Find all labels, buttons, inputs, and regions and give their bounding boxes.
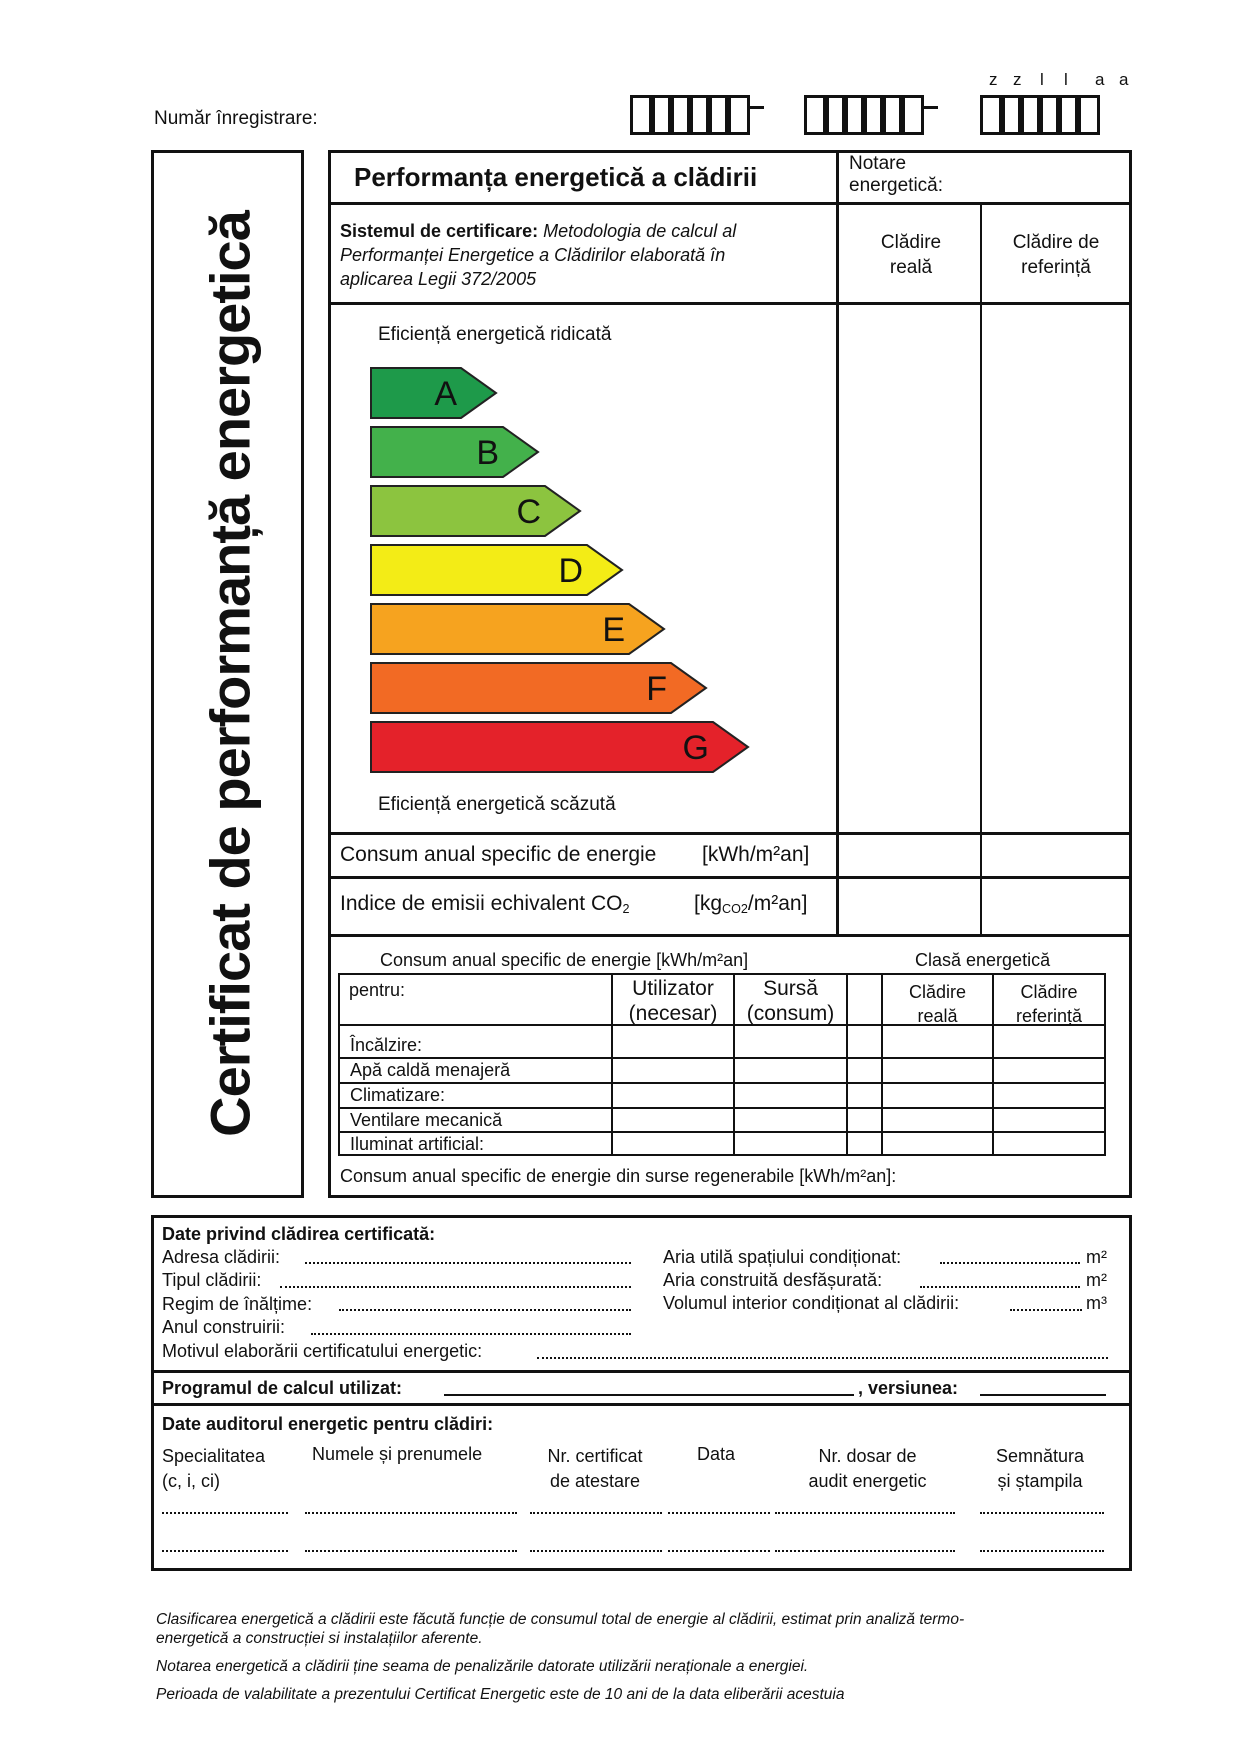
aria-constr-unit: m² xyxy=(1086,1270,1107,1290)
volum-unit: m³ xyxy=(1086,1293,1107,1313)
auditor-entry-field[interactable] xyxy=(775,1512,955,1514)
col-utilizator: Utilizator (necesar) xyxy=(628,977,718,1025)
column-real-header: Clădire reală xyxy=(880,232,942,278)
energy-class-d xyxy=(371,545,622,595)
date-format-letter: z xyxy=(989,70,998,89)
anul-label: Anul construirii: xyxy=(162,1317,286,1337)
auditor-entry-field[interactable] xyxy=(530,1550,662,1552)
col-cladire-referinta: Clădire referință xyxy=(1015,982,1083,1026)
volum-label: Volumul interior condiționat al clădirii: xyxy=(663,1293,960,1313)
auditor-col-dosar: Nr. dosar de audit energetic xyxy=(808,1446,927,1491)
adresa-field[interactable] xyxy=(305,1262,631,1264)
footnote-classification-2: energetică a construcției si instalațiilor aferente. xyxy=(156,1630,483,1647)
aria-constr-field[interactable] xyxy=(920,1286,1080,1288)
auditor-entry-field[interactable] xyxy=(668,1550,770,1552)
tipul-field[interactable] xyxy=(280,1286,631,1288)
table-row: Încălzire: xyxy=(350,1035,423,1055)
auditor-col-semnatura: Semnătura și ștampila xyxy=(995,1446,1085,1491)
consum-table-header: Consum anual specific de energie [kWh/m²an] xyxy=(380,950,749,970)
col-sursa: Sursă (consum) xyxy=(746,977,835,1025)
date-format-letter: l xyxy=(1064,70,1068,89)
energy-class-letter: G xyxy=(682,729,709,767)
energy-class-f xyxy=(371,663,706,713)
col-pentru: pentru: xyxy=(349,980,406,1000)
regim-field[interactable] xyxy=(339,1309,631,1311)
registration-label: Număr înregistrare: xyxy=(154,108,318,129)
sidebar-title: Certificat de performanță energetică xyxy=(198,211,262,1137)
consum-indicator-row: Consum anual specific de energie xyxy=(340,843,657,866)
motivul-field[interactable] xyxy=(537,1357,1108,1359)
auditor-entry-field[interactable] xyxy=(162,1512,288,1514)
program-label: Programul de calcul utilizat: xyxy=(162,1378,403,1398)
auditor-entry-field[interactable] xyxy=(162,1550,288,1552)
table-row: Ventilare mecanică xyxy=(350,1110,503,1130)
emisii-indicator-row: Indice de emisii echivalent $CO_2$ xyxy=(340,892,630,916)
col-cladire-reala: Clădire reală xyxy=(908,982,967,1026)
motivul-label: Motivul elaborării certificatului energetic: xyxy=(162,1341,483,1361)
energy-class-b xyxy=(371,427,538,477)
energy-class-e xyxy=(371,604,664,654)
auditor-entry-field[interactable] xyxy=(980,1512,1104,1514)
consum-indicator-unit: [kWh/m²an] xyxy=(702,843,810,866)
clasa-energetica-header: Clasă energetică xyxy=(915,950,1051,970)
emisii-indicator-unit: $[kg_{CO2}/m^2an]$ xyxy=(694,892,808,916)
aria-utila-unit: m² xyxy=(1086,1247,1107,1267)
footnote-notare: Notarea energetică a clădirii ține seama de penalizările datorate utilizării neraționale a energiei. xyxy=(156,1658,809,1675)
energy-class-a xyxy=(371,368,496,418)
auditor-col-specialitatea: Specialitatea (c, i, ci) xyxy=(162,1446,266,1491)
notare-label: Notare energetică: xyxy=(849,153,944,196)
versiune-field[interactable] xyxy=(980,1394,1106,1396)
energy-class-letter: F xyxy=(646,670,667,708)
date-format-letter: a xyxy=(1119,70,1129,89)
footnote-valabilitate: Perioada de valabilitate a prezentului Certificat Energetic este de 10 ani de la data eliberării acestuia xyxy=(156,1686,845,1703)
table-row: Climatizare: xyxy=(350,1085,446,1105)
column-ref-header: Clădire de referință xyxy=(1012,232,1100,278)
date-format-letter: z xyxy=(1013,70,1022,89)
adresa-label: Adresa clădirii: xyxy=(162,1247,281,1267)
date-format-letter: l xyxy=(1040,70,1044,89)
energy-class-letter: D xyxy=(558,552,583,590)
table-row: Apă caldă menajeră xyxy=(350,1060,511,1080)
energy-class-letter: E xyxy=(602,611,625,649)
energy-class-g xyxy=(371,722,748,772)
high-efficiency-label: Eficiență energetică ridicată xyxy=(378,324,612,345)
auditor-col-nume: Numele și prenumele xyxy=(312,1444,483,1464)
aria-constr-label: Aria construită desfășurată: xyxy=(663,1270,883,1290)
date-format-letter: a xyxy=(1095,70,1105,89)
energy-class-letter: B xyxy=(476,434,499,472)
energy-class-c xyxy=(371,486,580,536)
regim-label: Regim de înălțime: xyxy=(162,1294,313,1314)
performance-title: Performanța energetică a clădirii xyxy=(354,162,758,192)
auditor-entry-field[interactable] xyxy=(305,1550,517,1552)
table-row: Iluminat artificial: xyxy=(350,1134,485,1154)
auditor-title: Date auditorul energetic pentru clădiri: xyxy=(162,1414,494,1434)
auditor-entry-field[interactable] xyxy=(530,1512,662,1514)
energy-class-letter: A xyxy=(434,375,457,413)
volum-field[interactable] xyxy=(1010,1309,1082,1311)
regenerabile-label: Consum anual specific de energie din surse regenerabile [kWh/m²an]: xyxy=(340,1166,897,1186)
auditor-col-data: Data xyxy=(697,1444,736,1464)
building-title: Date privind clădirea certificată: xyxy=(162,1224,436,1244)
low-efficiency-label: Eficiență energetică scăzută xyxy=(378,794,616,815)
energy-class-arrow xyxy=(371,427,538,477)
energy-class-arrow xyxy=(371,486,580,536)
aria-utila-label: Aria utilă spațiului condiționat: xyxy=(663,1247,902,1267)
tipul-label: Tipul clădirii: xyxy=(162,1270,262,1290)
sistem-certificare: Sistemul de certificare: Metodologia de calcul al Performanței Energetice a Clădirilor elaborată în aplicarea Legii 372/2005 xyxy=(340,221,737,289)
footnote-classification-1: Clasificarea energetică a clădirii este făcută funcție de consumul total de energie al clădirii, estimat prin analiză termo- xyxy=(156,1611,965,1628)
auditor-entry-field[interactable] xyxy=(305,1512,517,1514)
auditor-entry-field[interactable] xyxy=(775,1550,955,1552)
program-field[interactable] xyxy=(444,1394,854,1396)
auditor-col-nr-certificat: Nr. certificat de atestare xyxy=(547,1446,643,1491)
versiune-label: , versiunea: xyxy=(858,1378,959,1398)
auditor-entry-field[interactable] xyxy=(980,1550,1104,1552)
energy-class-letter: C xyxy=(516,493,541,531)
anul-field[interactable] xyxy=(311,1333,631,1335)
auditor-entry-field[interactable] xyxy=(668,1512,770,1514)
aria-utila-field[interactable] xyxy=(940,1262,1080,1264)
energy-class-arrow xyxy=(371,545,622,595)
